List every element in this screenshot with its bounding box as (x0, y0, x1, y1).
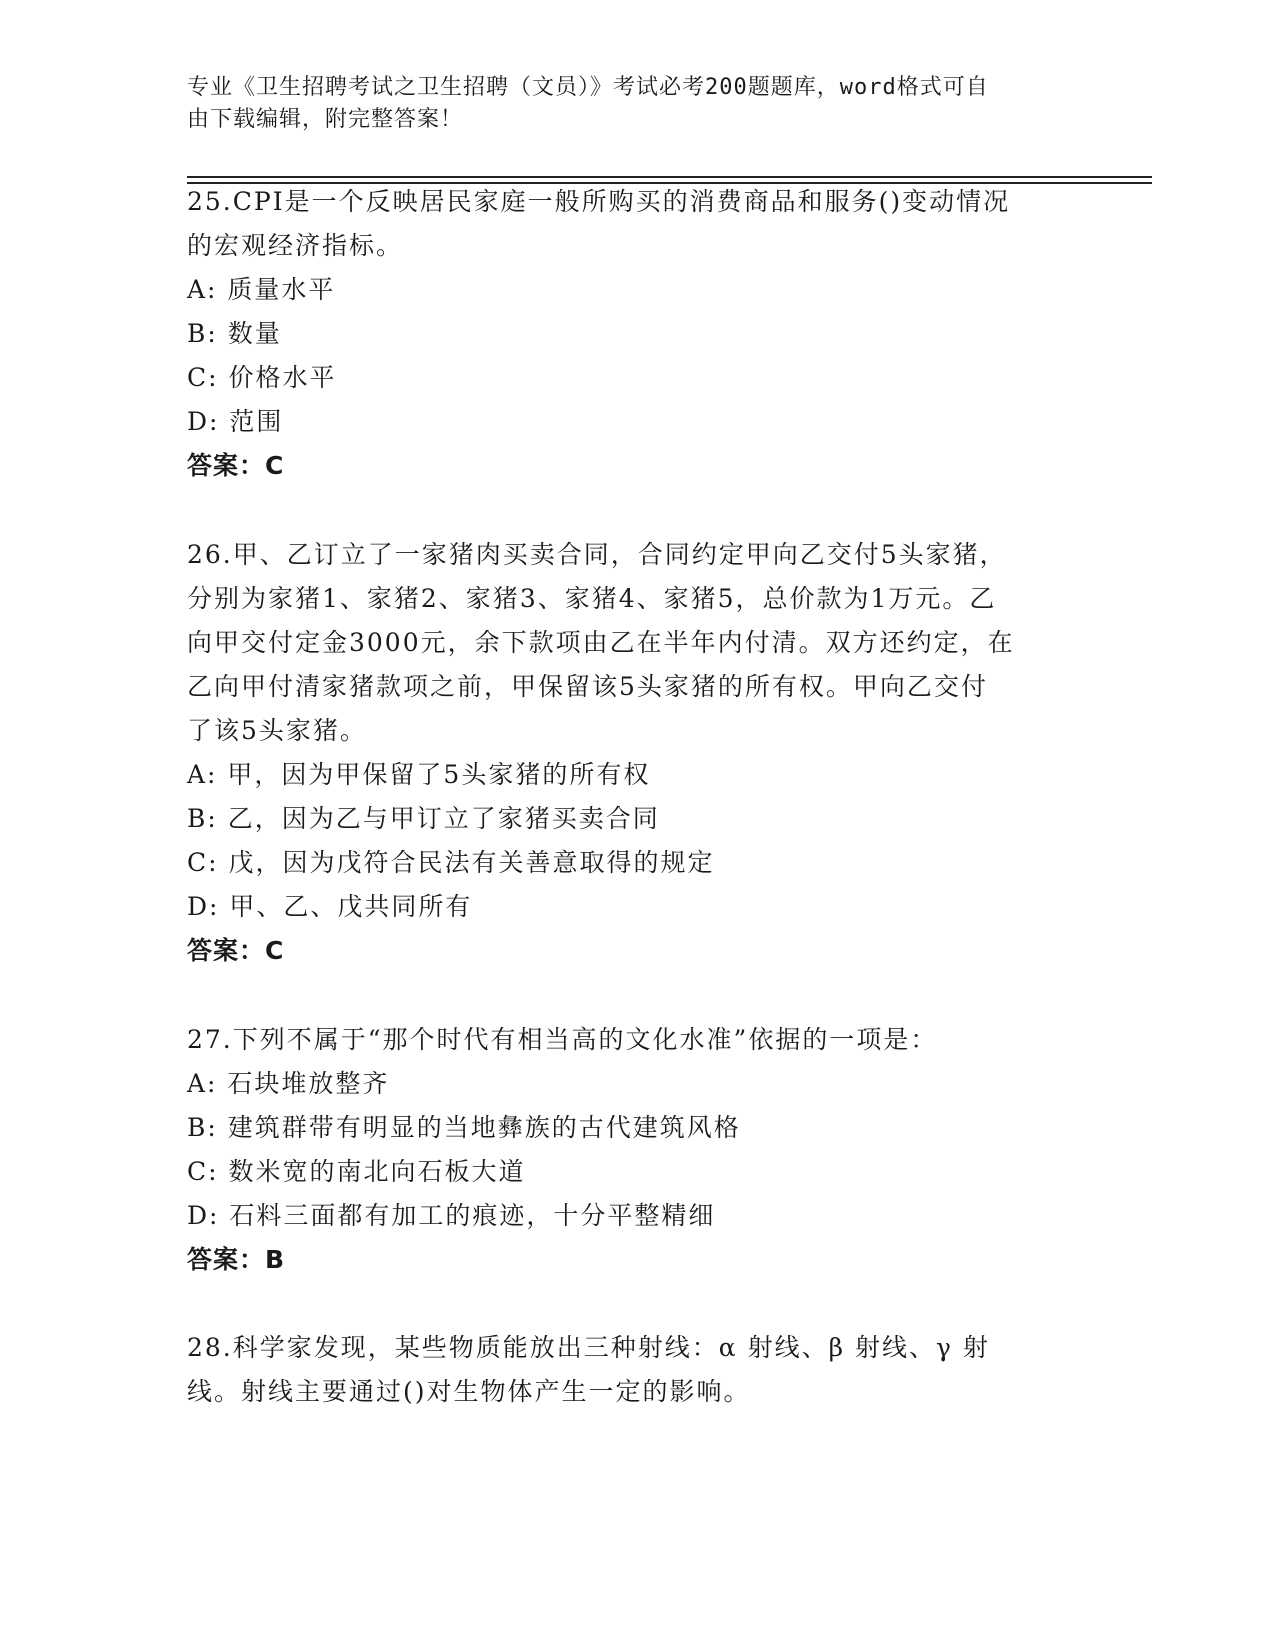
question-27-answer: 答案：B (187, 1245, 286, 1274)
header-divider-top (187, 176, 1152, 178)
question-27-option-b: B: 建筑群带有明显的当地彝族的古代建筑风格 (187, 1113, 741, 1142)
question-27-line-1: 27.下列不属于“那个时代有相当高的文化水准”依据的一项是： (187, 1025, 938, 1054)
question-25-option-c: C: 价格水平 (187, 363, 337, 392)
question-28-line-2: 线。射线主要通过()对生物体产生一定的影响。 (187, 1377, 751, 1406)
question-26-option-a: A: 甲，因为甲保留了5头家猪的所有权 (187, 760, 651, 789)
question-25-option-a: A: 质量水平 (187, 275, 336, 304)
question-26-line-5: 了该5头家猪。 (187, 716, 367, 745)
question-26-answer: 答案：C (187, 936, 285, 965)
question-25-line-2: 的宏观经济指标。 (187, 231, 404, 260)
question-26-line-3: 向甲交付定金3000元，余下款项由乙在半年内付清。双方还约定，在 (187, 628, 1015, 657)
question-27-option-a: A: 石块堆放整齐 (187, 1069, 390, 1098)
question-26-option-d: D: 甲、乙、戊共同所有 (187, 892, 473, 921)
question-25-option-d: D: 范围 (187, 407, 284, 436)
question-26-option-b: B: 乙，因为乙与甲订立了家猪买卖合同 (187, 804, 660, 833)
question-26-line-2: 分别为家猪1、家猪2、家猪3、家猪4、家猪5，总价款为1万元。乙 (187, 584, 997, 613)
question-27-option-d: D: 石料三面都有加工的痕迹，十分平整精细 (187, 1201, 716, 1230)
question-25-answer: 答案：C (187, 451, 285, 480)
question-25-option-b: B: 数量 (187, 319, 282, 348)
question-26-line-4: 乙向甲付清家猪款项之前，甲保留该5头家猪的所有权。甲向乙交付 (187, 672, 988, 701)
question-27-option-c: C: 数米宽的南北向石板大道 (187, 1157, 526, 1186)
question-26-line-1: 26.甲、乙订立了一家猪肉买卖合同，合同约定甲向乙交付5头家猪， (187, 540, 1007, 569)
question-25-line-1: 25.CPI是一个反映居民家庭一般所购买的消费商品和服务()变动情况 (187, 187, 1011, 216)
document-header (187, 72, 1067, 136)
question-28-line-1: 28.科学家发现，某些物质能放出三种射线：α 射线、β 射线、γ 射 (187, 1333, 990, 1362)
question-26-option-c: C: 戊，因为戊符合民法有关善意取得的规定 (187, 848, 715, 877)
header-line-1: 专业《卫生招聘考试之卫生招聘（文员）》考试必考200题题库，word格式可自 (187, 75, 989, 100)
header-line-2: 由下载编辑，附完整答案！ (187, 107, 464, 132)
